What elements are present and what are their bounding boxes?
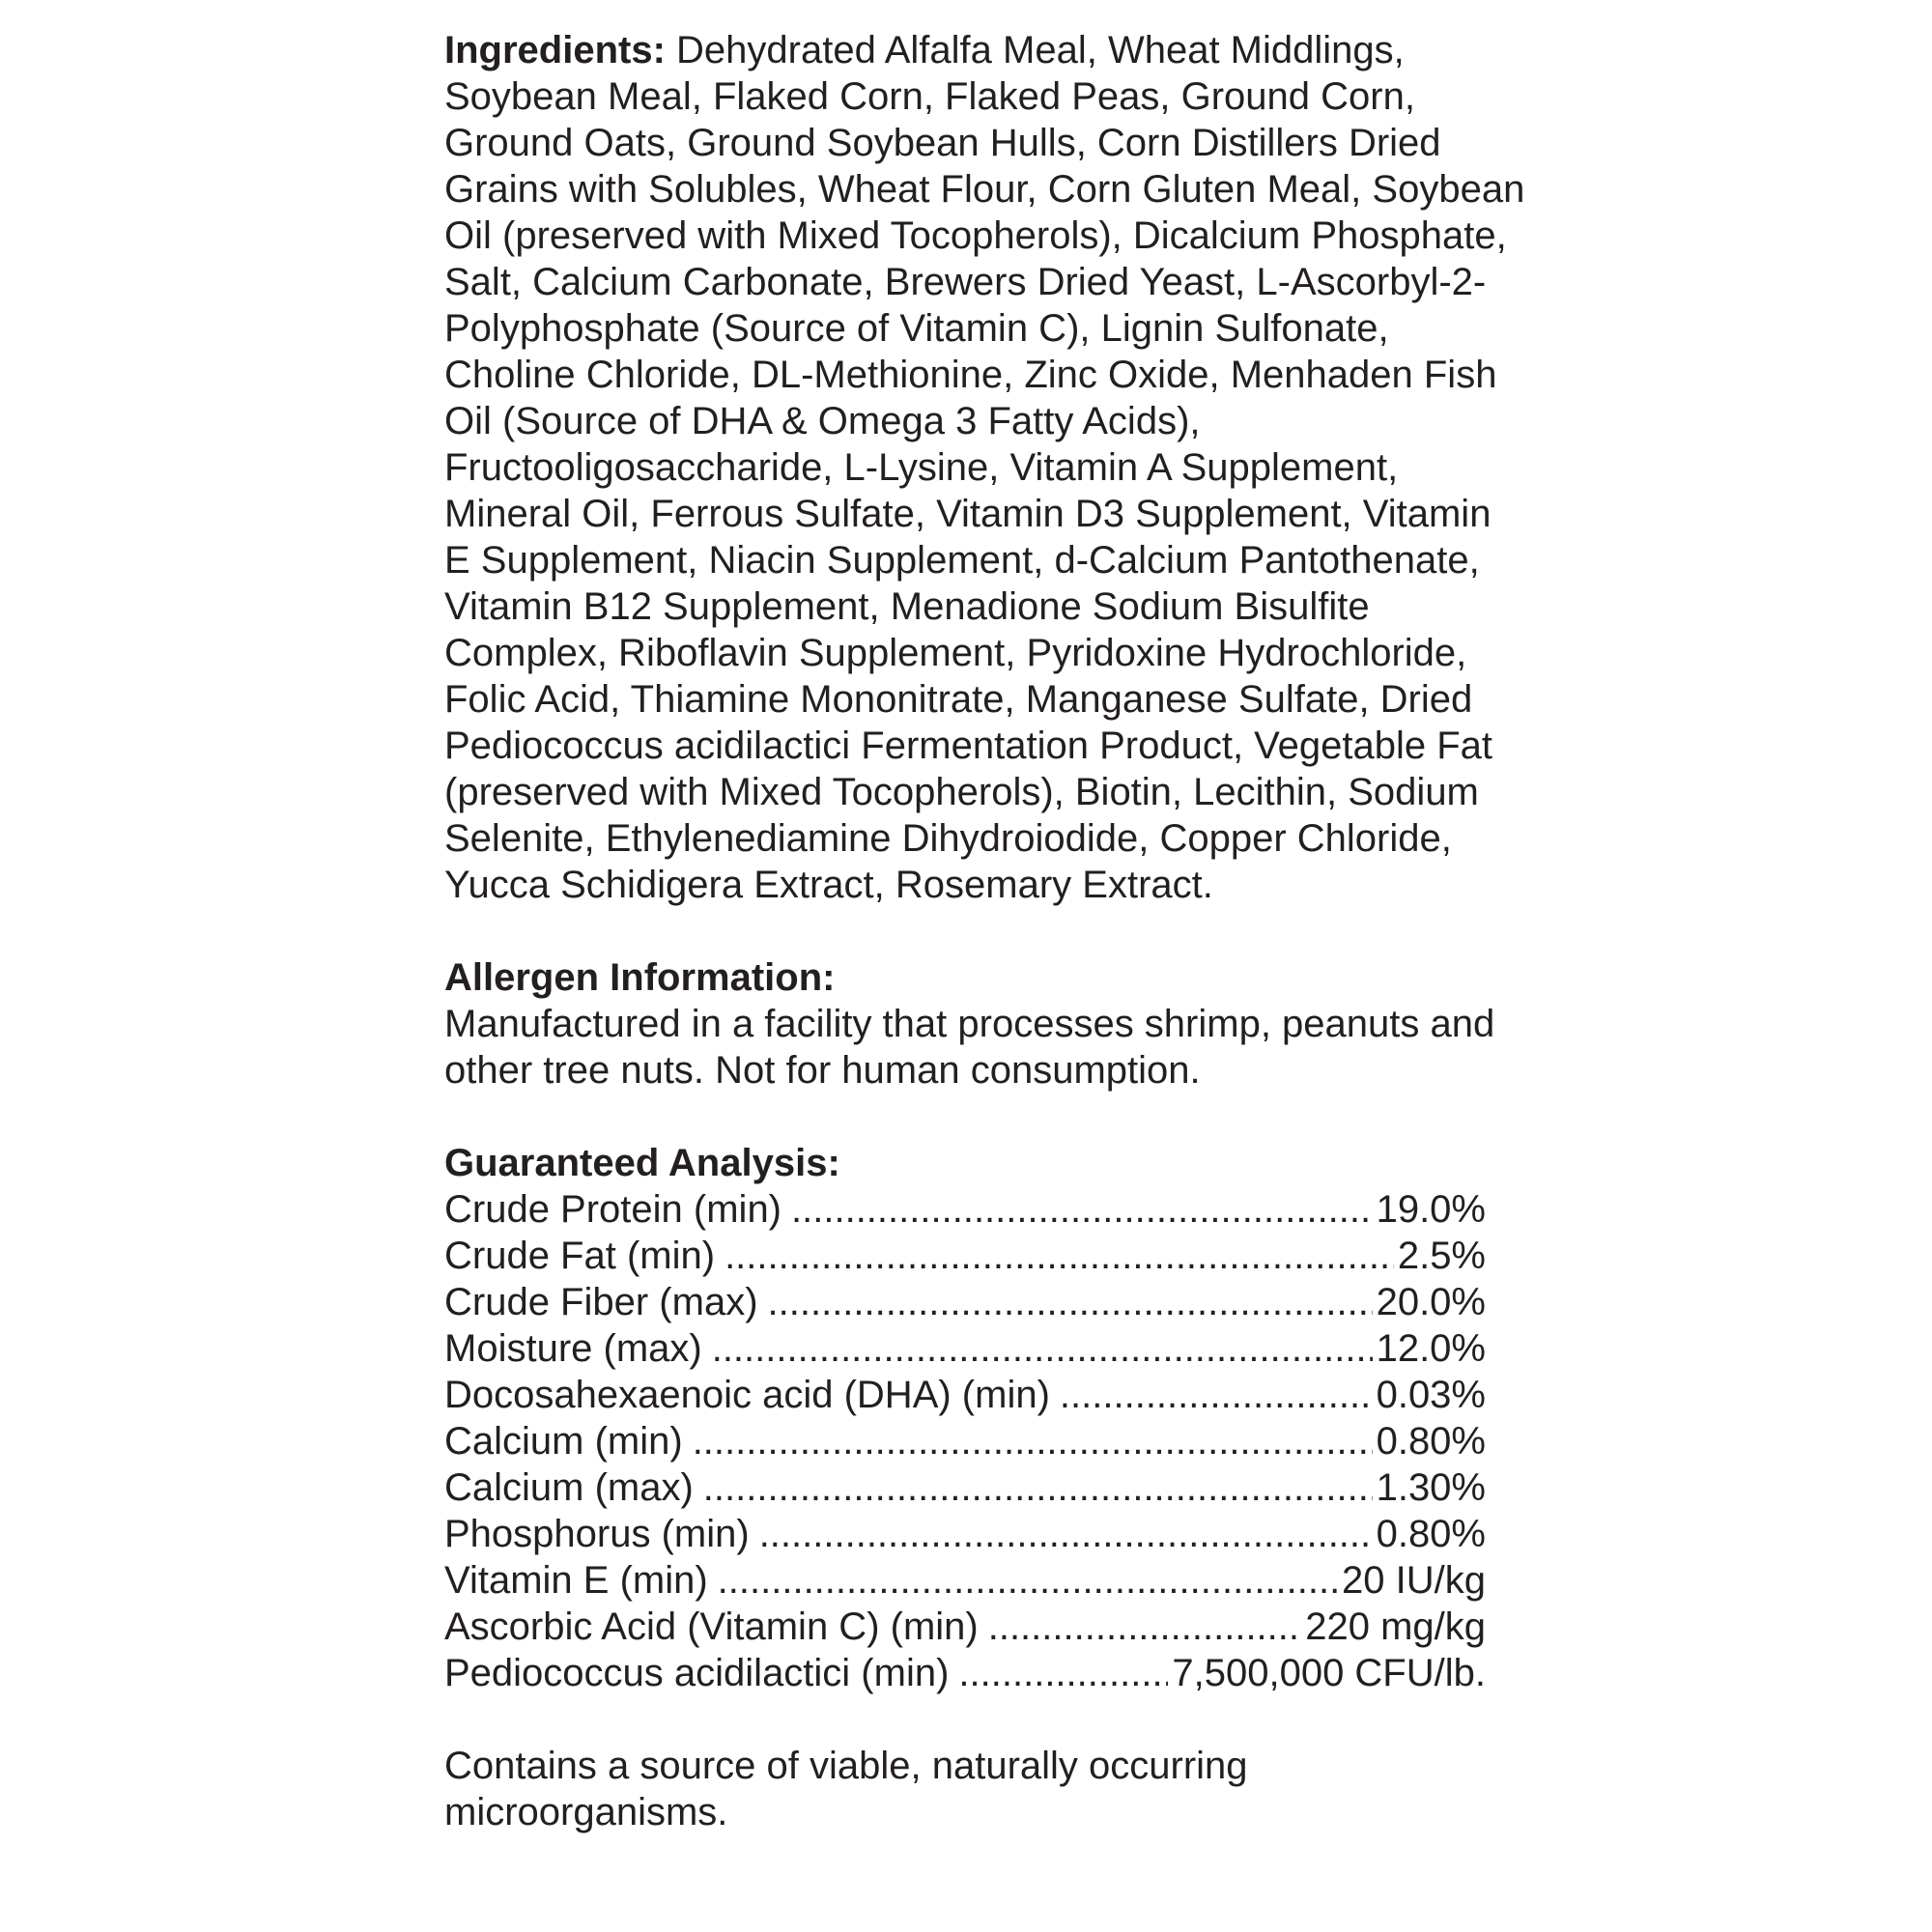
guaranteed-analysis-section [444, 1140, 1526, 1696]
analysis-value: 20 IU/kg [1342, 1559, 1486, 1602]
dot-leader [958, 1650, 1168, 1696]
analysis-row [444, 1279, 1486, 1325]
analysis-label: Ascorbic Acid (Vitamin C) (min) [444, 1605, 979, 1648]
dot-leader [712, 1325, 1373, 1372]
analysis-value: 7,500,000 CFU/lb. [1172, 1652, 1486, 1694]
analysis-row [444, 1557, 1486, 1604]
analysis-label: Crude Fat (min) [444, 1235, 716, 1277]
analysis-value: 220 mg/kg [1305, 1605, 1486, 1648]
product-label-panel [444, 27, 1526, 1835]
analysis-label: Calcium (max) [444, 1466, 694, 1509]
allergen-heading: Allergen Information: [444, 956, 836, 999]
dot-leader [1060, 1372, 1373, 1418]
analysis-label: Vitamin E (min) [444, 1559, 708, 1602]
ingredients-heading: Ingredients: [444, 29, 666, 71]
dot-leader [718, 1557, 1338, 1604]
analysis-value: 1.30% [1376, 1466, 1486, 1509]
analysis-label: Pediococcus acidilactici (min) [444, 1652, 950, 1694]
guaranteed-analysis-heading: Guaranteed Analysis: [444, 1142, 840, 1184]
dot-leader [988, 1604, 1302, 1650]
analysis-label: Calcium (min) [444, 1420, 683, 1463]
section-spacer [444, 908, 1526, 954]
microorganism-note: Contains a source of viable, naturally occurring microorganisms. [444, 1745, 1248, 1833]
analysis-label: Moisture (max) [444, 1327, 702, 1370]
analysis-label: Docosahexaenoic acid (DHA) (min) [444, 1374, 1050, 1416]
allergen-section [444, 954, 1526, 1094]
analysis-value: 2.5% [1397, 1235, 1486, 1277]
analysis-label: Crude Fiber (max) [444, 1281, 758, 1323]
guaranteed-analysis-list [444, 1186, 1486, 1696]
section-spacer [444, 1094, 1526, 1140]
ingredients-section [444, 27, 1526, 908]
analysis-value: 0.80% [1376, 1513, 1486, 1555]
analysis-row [444, 1511, 1486, 1557]
analysis-row [444, 1372, 1486, 1418]
analysis-row [444, 1186, 1486, 1233]
analysis-row [444, 1418, 1486, 1464]
ingredients-text: Dehydrated Alfalfa Meal, Wheat Middlings, Soybean Meal, Flaked Corn, Flaked Peas, Ground Corn, Ground Oats, Ground Soybean Hulls, Corn Distillers Dried Grains with Solubles, Wheat Flour, Corn Gluten Meal, Soybean Oil (preserved with Mixed Tocopherols), Dicalcium Phosphate, Salt, Calcium Carbonate, Brewers Dried Yeast, L-Ascorbyl-2-Polyphosphate (Source of Vitamin C), Lignin Sulfonate, Choline Chloride, DL-Methionine, Zinc Oxide, Menhaden Fish Oil (Source of DHA & Omega 3 Fatty Acids), Fructooligosaccharide, L-Lysine, Vitamin A Supplement, Mineral Oil, Ferrous Sulfate, Vitamin D3 Supplement, Vitamin E Supplement, Niacin Supplement, d-Calcium Pantothenate, Vitamin B12 Supplement, Menadione Sodium Bisulfite Complex, Riboflavin Supplement, Pyridoxine Hydrochloride, Folic Acid, Thiamine Mononitrate, Manganese Sulfate, Dried Pediococcus acidilactici Fermentation Product, Vegetable Fat (preserved with Mixed Tocopherols), Biotin, Lecithin, Sodium Selenite, Ethylenediamine Dihydroiodide, Copper Chloride, Yucca Schidigera Extract, Rosemary Extract. [444, 29, 1525, 906]
dot-leader [724, 1233, 1394, 1279]
dot-leader [768, 1279, 1373, 1325]
analysis-row [444, 1325, 1486, 1372]
analysis-row [444, 1464, 1486, 1511]
analysis-value: 12.0% [1376, 1327, 1486, 1370]
analysis-row [444, 1604, 1486, 1650]
allergen-text: Manufactured in a facility that processes shrimp, peanuts and other tree nuts. Not for human consumption. [444, 1003, 1495, 1092]
analysis-label: Crude Protein (min) [444, 1188, 782, 1231]
analysis-row [444, 1233, 1486, 1279]
analysis-value: 0.03% [1376, 1374, 1486, 1416]
dot-leader [703, 1464, 1373, 1511]
dot-leader [759, 1511, 1373, 1557]
analysis-value: 20.0% [1376, 1281, 1486, 1323]
analysis-value: 19.0% [1376, 1188, 1486, 1231]
analysis-row [444, 1650, 1486, 1696]
analysis-label: Phosphorus (min) [444, 1513, 750, 1555]
analysis-value: 0.80% [1376, 1420, 1486, 1463]
section-spacer [444, 1696, 1526, 1743]
dot-leader [791, 1186, 1373, 1233]
dot-leader [693, 1418, 1373, 1464]
